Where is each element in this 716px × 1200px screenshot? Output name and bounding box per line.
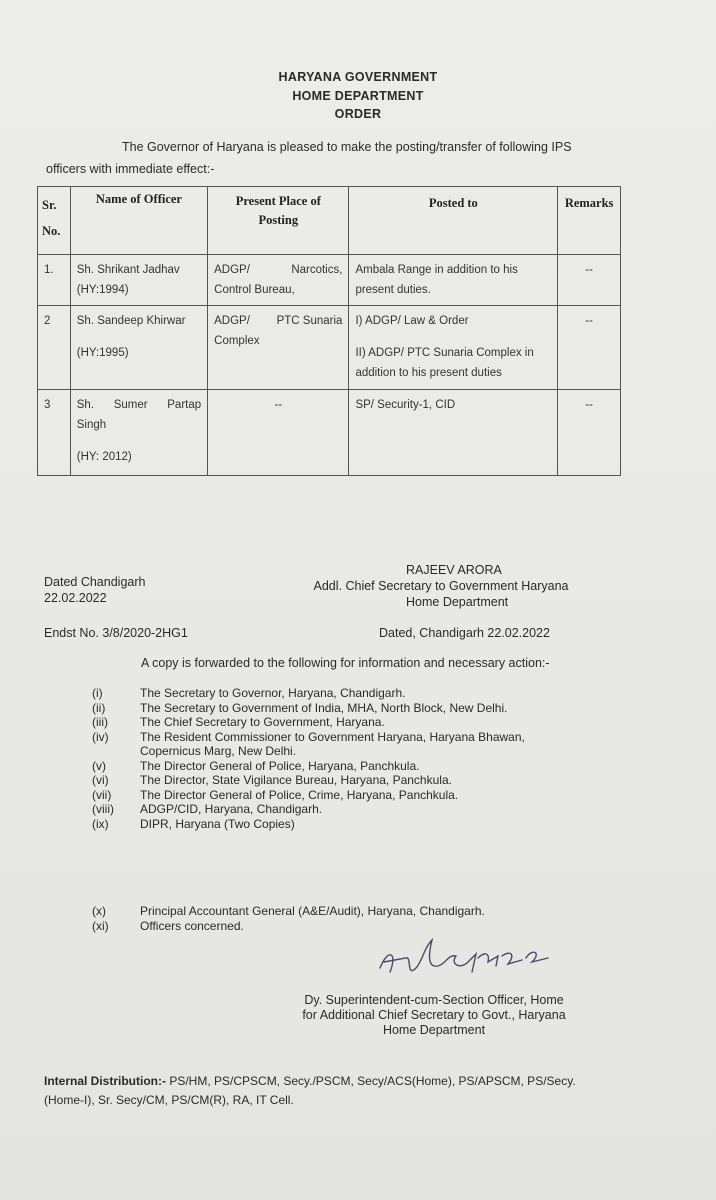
list-item [92,759,652,774]
row2-posted-a: I) ADGP/ Law & Order [355,315,469,327]
list-item-text-line: Officers concerned. [140,918,244,933]
list-item [92,773,652,788]
header-no: No. [42,224,61,238]
endst-number: Endst No. 3/8/2020-2HG1 [44,626,188,640]
handwritten-signature [376,928,576,988]
list-item-text-line: The Secretary to Governor, Haryana, Chandigarh. [140,686,406,700]
copy-forwarded-line: A copy is forwarded to the following for information and necessary action:- [141,656,550,670]
list-item-number: (i) [92,686,103,700]
section-officer-line2: for Additional Chief Secretary to Govt., Haryana [302,1008,566,1022]
list-item-text [140,686,652,701]
header-present-line1: Present Place of [235,194,321,208]
row2-present-c: Complex [214,335,260,347]
header-name: Name of Officer [70,187,207,255]
intro-line-1: The Governor of Haryana is pleased to make the posting/transfer of following IPS [122,140,572,154]
signatory-department: Home Department [406,595,509,609]
row2-posted-b: II) ADGP/ PTC Sunaria Complex in [355,347,534,359]
list-item [92,701,652,716]
list-item-text [140,904,652,919]
list-item-number: (iii) [92,715,108,729]
section-officer-line1: Dy. Superintendent-cum-Section Officer, Home [304,993,564,1007]
list-item-number: (vi) [92,773,109,787]
header-order: ORDER [334,107,382,121]
row3-name-d: Singh [76,419,107,431]
list-item-text [140,773,652,788]
list-item-text-line: The Director General of Police, Haryana, Panchkula. [140,758,420,773]
row2-batch: (HY:1995) [76,347,129,359]
row1-sr: 1. [38,255,71,306]
row1-posted-a: Ambala Range in addition to his [355,264,518,276]
intro-paragraph [46,136,656,180]
recipients-list [92,686,652,831]
row2-present-a: ADGP/ [214,315,250,327]
row3-name-a: Sh. [76,399,95,411]
header-present [208,187,349,255]
list-item-number: (x) [92,904,106,918]
table-row [38,390,621,476]
list-item-number: (iv) [92,729,109,744]
row1-posted [349,255,558,306]
list-item [92,904,652,919]
header-sr-no [38,187,71,255]
table-row [38,306,621,390]
row1-officer-name: Sh. Shrikant Jadhav [76,264,180,276]
list-item-number: (ii) [92,700,106,715]
header-government: HARYANA GOVERNMENT [278,70,438,84]
list-item [92,686,652,701]
list-item-text-line: The Chief Secretary to Government, Haryana. [140,715,385,729]
row1-present-b: Narcotics, [291,264,343,276]
row2-present-b: PTC Sunaria [276,315,343,327]
list-item [92,730,652,759]
list-item-text [140,730,652,759]
row1-present [208,255,349,306]
list-item-text-line-2: Copernicus Marg, New Delhi. [140,744,297,758]
list-item [92,715,652,730]
header-department: HOME DEPARTMENT [292,89,424,103]
signatory-block [296,562,586,610]
list-item-text [140,715,652,730]
list-item-text-line: ADGP/CID, Haryana, Chandigarh. [140,802,323,816]
internal-distribution-text: PS/HM, PS/CPSCM, Secy./PSCM, Secy/ACS(Home), PS/APSCM, PS/Secy. [166,1074,576,1088]
section-officer-line3: Home Department [382,1023,486,1037]
row3-remarks: -- [558,390,621,476]
row3-present: -- [208,390,349,476]
list-item-text [140,788,652,803]
list-item-text [140,817,652,832]
list-item-text-line: The Resident Commissioner to Government Haryana, Haryana Bhawan, [140,729,525,744]
signatory-name: RAJEEV ARORA [406,563,502,577]
row2-posted [349,306,558,390]
list-item-text [140,802,652,817]
internal-distribution-label: Internal Distribution:- [44,1074,166,1088]
list-item-number: (ix) [92,816,109,831]
row3-batch: (HY: 2012) [76,451,132,463]
table-row [38,255,621,306]
row3-name-c: Partap [167,399,202,411]
list-item [92,802,652,817]
header-posted: Posted to [349,187,558,255]
row1-batch: (HY:1994) [76,284,129,296]
list-item-text-line: DIPR, Haryana (Two Copies) [140,816,295,831]
header-present-line2: Posting [258,213,299,227]
row1-posted-b: present duties. [355,284,431,296]
list-item-text-line: The Director General of Police, Crime, Haryana, Panchkula. [140,787,459,802]
row3-name-b: Sumer [113,399,148,411]
row2-remarks: -- [558,306,621,390]
list-item [92,817,652,832]
internal-distribution-text2: (Home-I), Sr. Secy/CM, PS/CM(R), RA, IT Cell. [44,1093,294,1107]
header-sr: Sr. [42,198,57,212]
dated-date: 22.02.2022 [44,591,107,605]
posting-table [37,186,621,476]
row1-remarks: -- [558,255,621,306]
endst-dated: Dated, Chandigarh 22.02.2022 [379,626,550,640]
signatory-designation: Addl. Chief Secretary to Government Haryana [313,579,569,593]
section-officer-block [284,993,584,1038]
header-remarks: Remarks [558,187,621,255]
list-item-number: (vii) [92,787,112,802]
table-header-row [38,187,621,255]
list-item-text [140,759,652,774]
row3-sr: 3 [38,390,71,476]
row2-officer-name: Sh. Sandeep Khirwar [76,315,186,327]
list-item-number: (v) [92,758,106,773]
intro-line-2: officers with immediate effect:- [46,162,215,176]
row2-name [70,306,207,390]
dated-place: Dated Chandigarh [44,575,146,589]
list-item-number: (xi) [92,918,109,933]
row3-name [70,390,207,476]
internal-distribution [44,1072,664,1110]
row3-posted: SP/ Security-1, CID [349,390,558,476]
list-item-text-line: Principal Accountant General (A&E/Audit), Haryana, Chandigarh. [140,904,485,918]
dated-block [44,574,145,606]
row1-name [70,255,207,306]
list-item-number: (viii) [92,802,114,816]
list-item-text-line: The Director, State Vigilance Bureau, Haryana, Panchkula. [140,773,452,787]
list-item [92,788,652,803]
row1-present-a: ADGP/ [214,264,250,276]
row2-sr: 2 [38,306,71,390]
list-item-text-line: The Secretary to Government of India, MHA, North Block, New Delhi. [140,700,508,715]
list-item-text [140,701,652,716]
row1-present-c: Control Bureau, [214,284,295,296]
row2-present [208,306,349,390]
row2-posted-c: addition to his present duties [355,367,502,379]
